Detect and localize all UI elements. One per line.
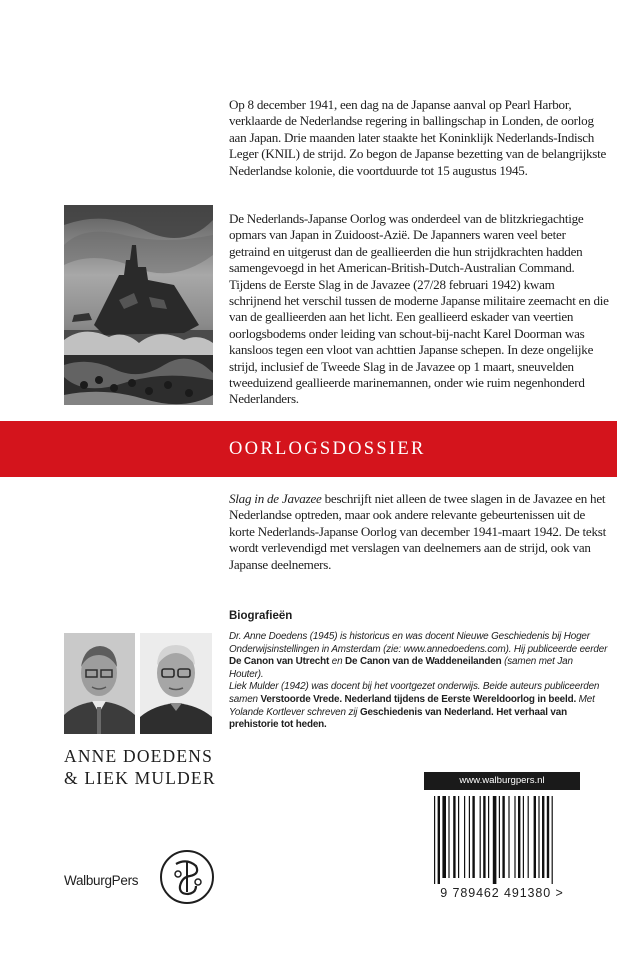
author-line-1: ANNE DOEDENS [64, 746, 214, 766]
barcode-bar [469, 796, 470, 878]
barcode-bar [493, 796, 497, 884]
barcode-bar [518, 796, 520, 878]
series-banner [0, 421, 617, 477]
barcode-bar [448, 796, 449, 878]
barcode-bar [547, 796, 549, 878]
barcode-bar [552, 796, 553, 884]
bio-coauthor: (samen met Jan Houter). [229, 656, 573, 680]
author-line-2: & LIEK MULDER [64, 767, 216, 788]
isbn-number: 9 789462 491380 > [440, 886, 564, 900]
barcode-bar [542, 796, 544, 878]
book-title: Slag in de Javazee [229, 491, 322, 506]
barcode-bar [534, 796, 536, 878]
bio-mulder-intro: Liek Mulder (1942) was docent bij het voortgezet onderwijs. Beide auteurs publiceerden samen [229, 681, 600, 705]
barcode-bar [488, 796, 489, 878]
bio-connector: en [329, 656, 346, 668]
summary-text: beschrijft niet alleen de twee slagen in de Javazee en het Nederlandse optreden, maar ook andere relevante gebeurtenissen uit de korte Nederlands-Japanse Oorlog van december 1941-maart 1942. De tekst wordt verlevendigd met verslagen van deelnemers aan de strijd, ook van Japanse deelnemers. [229, 491, 606, 572]
barcode-bar [458, 796, 459, 878]
book-canon-utrecht: De Canon van Utrecht [229, 656, 330, 668]
bio-heading: Biografieën [229, 610, 293, 622]
barcode-bar [483, 796, 485, 878]
intro-paragraph-2: De Nederlands-Japanse Oorlog was onderdeel van de blitzkriegachtige opmars van Japan in Zuidoost-Azië. De Japanners waren veel beter getraind en uitgerust dan de geallieerden die hun strijdkrachten hadden samengevoegd in het American-British-Dutch-Australian Command. Tijdens de Eerste Slag in de Javazee (27/28 februari 1942) kwam schrijnend het verschil tussen de moderne Japanse militaire zeemacht en die van de geallieerden aan het licht. Een geallieerd eskader van veertien oorlogsbodems onder leiding van schout-bij-nacht Karel Doorman was kansloos tegen een vloot van achttien Japanse schepen. In deze ongelijke strijd, inclusief de Tweede Slag in de Javazee op 1 maart, sneuvelden tweeduizend geallieerde marinemannen, onder wie ruim negenhonderd Nederlanders. [229, 211, 609, 407]
barcode-bar [442, 796, 446, 878]
barcode-bar [434, 796, 435, 884]
barcode-bar [502, 796, 504, 878]
barcode-bar [464, 796, 465, 878]
publisher-website: www.walburgpers.nl [424, 772, 580, 790]
author-photo-doedens [64, 633, 135, 734]
book-canon-waddeneilanden: De Canon van de Waddeneilanden [345, 656, 502, 668]
intro-paragraph-1: Op 8 december 1941, een dag na de Japanse aanval op Pearl Harbor, verklaarde de Nederlandse regering in ballingschap in Londen, de oorlog aan Japan. Drie maanden later staakte het Koninklijk Nederlands-Indisch Leger (KNIL) de strijd. Zo begon de Japanse bezetting van de belangrijkste Nederlandse kolonie, die voortduurde tot 15 augustus 1945. [229, 97, 607, 178]
barcode-bar [438, 796, 440, 884]
barcode-bar [480, 796, 481, 878]
barcode-bar [538, 796, 539, 878]
summary-paragraph [229, 491, 609, 573]
barcode-bar [453, 796, 455, 878]
barcode-bar [508, 796, 509, 878]
barcode-bar [499, 796, 500, 878]
publisher-name: WalburgPers [64, 873, 139, 888]
book-geschiedenis-nederland: Geschiedenis van Nederland. Het verhaal van prehistorie tot heden. [229, 706, 567, 731]
walburgpers-seal-icon [158, 848, 216, 906]
author-names [64, 746, 216, 789]
warship-painting [64, 205, 213, 405]
book-verstoorde-vrede: Verstoorde Vrede. Nederland tijdens de Eerste Wereldoorlog in beeld. [260, 693, 577, 705]
barcode-bar [528, 796, 529, 878]
bio-text [229, 631, 609, 732]
barcode-bar [523, 796, 524, 878]
author-photo-mulder [140, 633, 212, 734]
barcode-bar [514, 796, 515, 878]
bio-doedens-intro: Dr. Anne Doedens (1945) is historicus en was docent Nieuwe Geschiedenis bij Hoger Onderwijsinstellingen in Amsterdam (zie: www.annedoedens.com). Hij publiceerde eerder [229, 631, 608, 655]
series-title: OORLOGSDOSSIER [229, 439, 426, 459]
bio-kortlever: Met Yolande Kortlever schreven zij [229, 693, 595, 718]
barcode-panel [424, 772, 580, 910]
warship-image [64, 205, 213, 405]
barcode-bar [472, 796, 474, 878]
barcode-icon [434, 796, 570, 884]
